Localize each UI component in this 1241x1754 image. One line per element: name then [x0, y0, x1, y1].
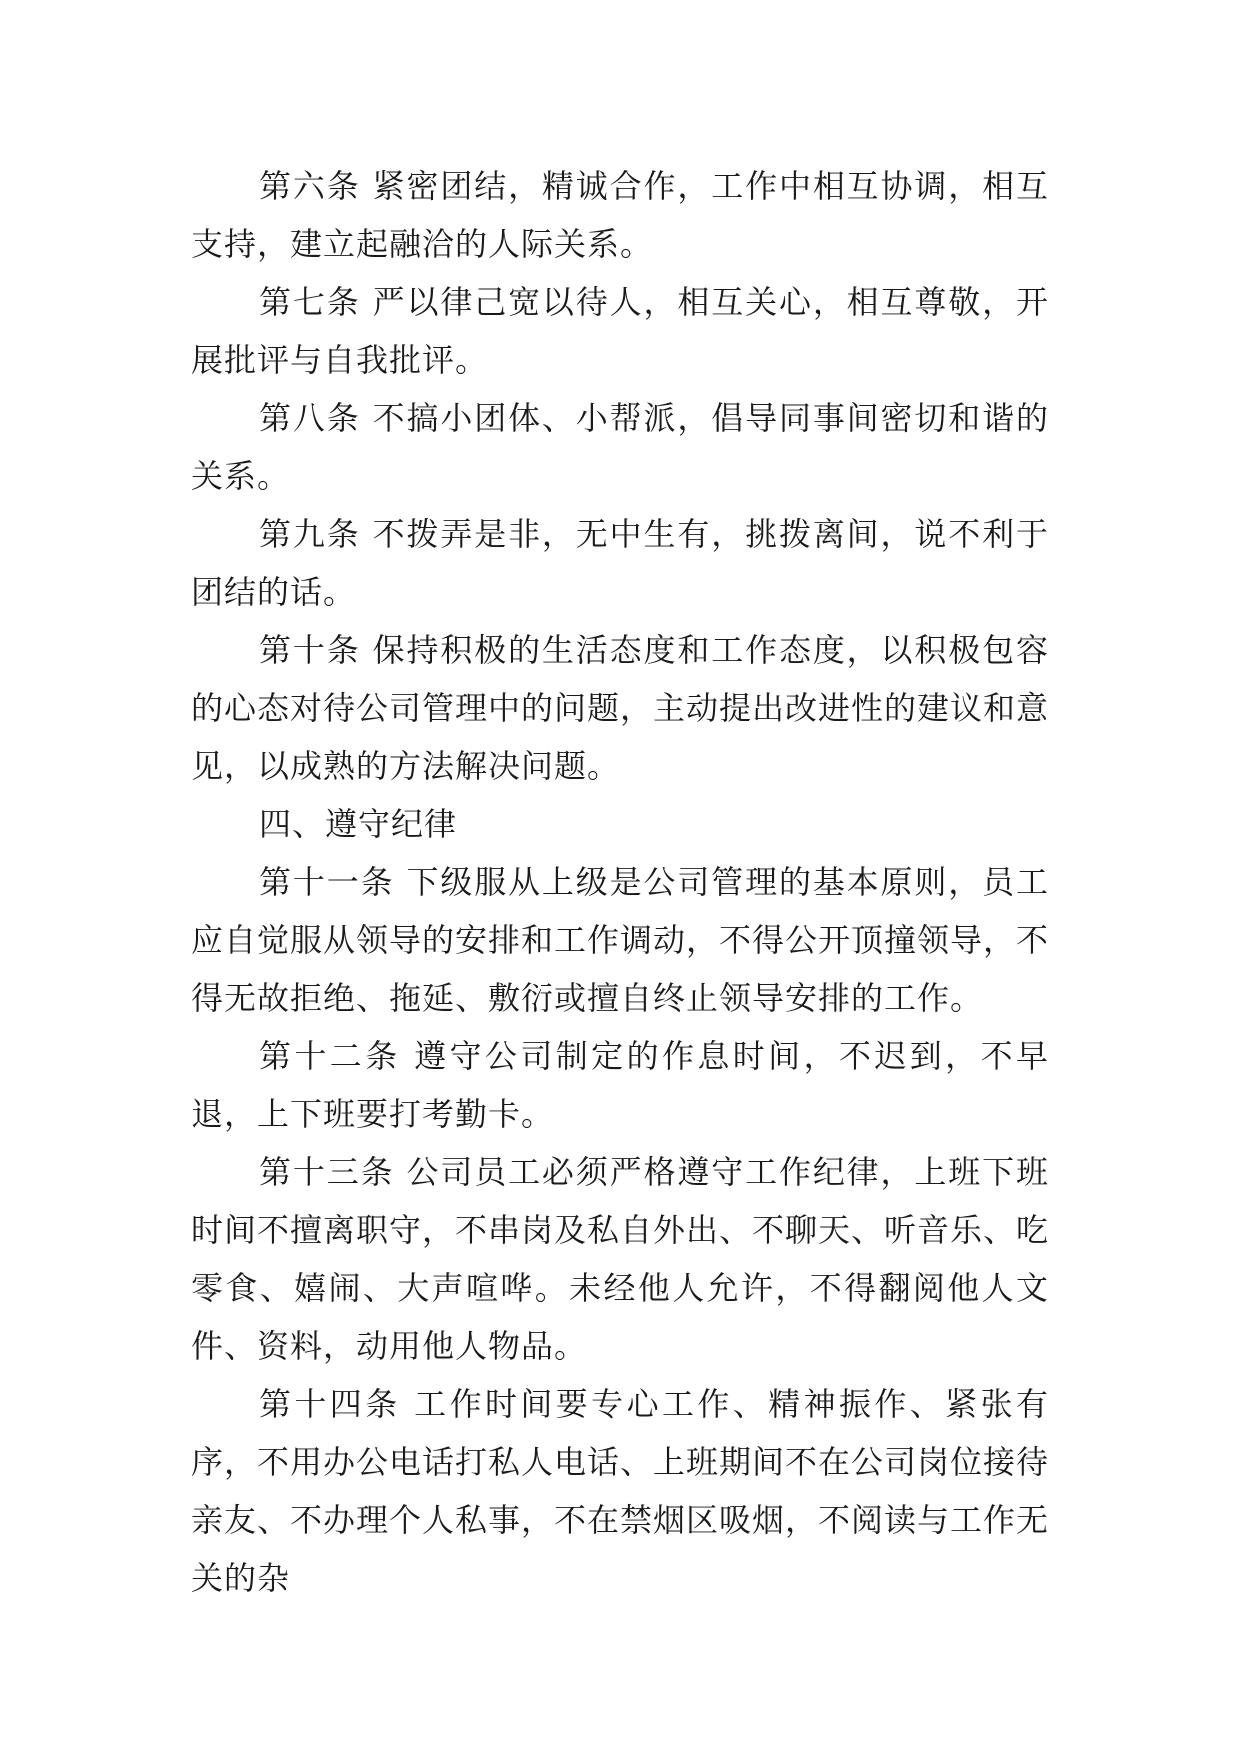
paragraph-article-7: 第七条 严以律己宽以待人，相互关心，相互尊敬，开展批评与自我批评。 — [191, 283, 1049, 379]
paragraph-article-10: 第十条 保持积极的生活态度和工作态度，以积极包容的心态对待公司管理中的问题，主动提出改进性的建议和意见，以成熟的方法解决问题。 — [191, 631, 1050, 785]
document-body — [191, 157, 1049, 1607]
paragraph-article-13: 第十三条 公司员工必须严格遵守工作纪律，上班下班时间不擅离职守，不串岗及私自外出、不聊天、听音乐、吃零食、嬉闹、大声喧哗。未经他人允许，不得翻阅他人文件、资料，动用他人物品。 — [191, 1153, 1050, 1365]
paragraph-article-8: 第八条 不搞小团体、小帮派，倡导同事间密切和谐的关系。 — [191, 399, 1049, 495]
section-heading-discipline: 四、遵守纪律 — [259, 805, 458, 843]
paragraph-article-9: 第九条 不拨弄是非，无中生有，挑拨离间，说不利于团结的话。 — [191, 515, 1049, 611]
paragraph-article-12: 第十二条 遵守公司制定的作息时间，不迟到，不早退，上下班要打考勤卡。 — [191, 1037, 1049, 1133]
paragraph-article-14: 第十四条 工作时间要专心工作、精神振作、紧张有序，不用办公电话打私人电话、上班期间不在公司岗位接待亲友、不办理个人私事，不在禁烟区吸烟，不阅读与工作无关的杂 — [191, 1385, 1050, 1597]
paragraph-article-11: 第十一条 下级服从上级是公司管理的基本原则，员工应自觉服从领导的安排和工作调动，不得公开顶撞领导，不得无故拒绝、拖延、敷衍或擅自终止领导安排的工作。 — [191, 863, 1050, 1017]
paragraph-article-6: 第六条 紧密团结，精诚合作，工作中相互协调，相互支持，建立起融洽的人际关系。 — [191, 167, 1049, 263]
